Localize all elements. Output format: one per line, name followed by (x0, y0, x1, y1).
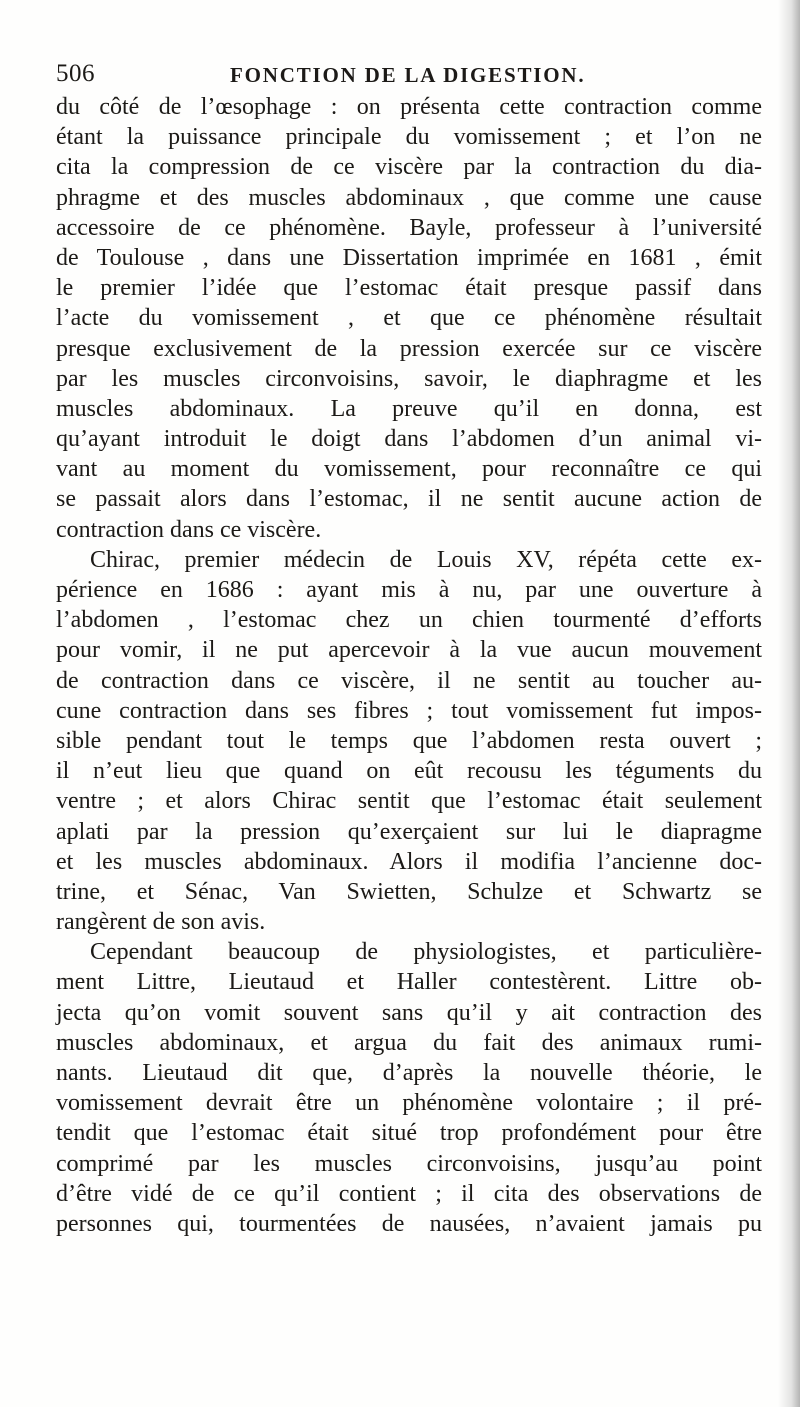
text-line: par les muscles circonvoisins, savoir, le diaphragme et les (56, 365, 762, 392)
text-line: rangèrent de son avis. (56, 909, 266, 936)
text-line: trine, et Sénac, Van Swietten, Schulze et Schwartz se (56, 878, 762, 905)
text-line: sible pendant tout le temps que l’abdomen resta ouvert ; (56, 727, 762, 754)
text-line: vant au moment du vomissement, pour reconnaître ce qui (56, 456, 762, 483)
text-line: muscles abdominaux, et argua du fait des animaux rumi- (56, 1029, 762, 1056)
text-line: Cependant beaucoup de physiologistes, et particulière- (90, 939, 762, 966)
text-line: personnes qui, tourmentées de nausées, n’avaient jamais pu (56, 1210, 762, 1237)
text-line: comprimé par les muscles circonvoisins, jusqu’au point (56, 1150, 762, 1177)
text-line: phragme et des muscles abdominaux , que comme une cause (56, 184, 762, 211)
body-text (56, 92, 762, 1239)
text-line: accessoire de ce phénomène. Bayle, professeur à l’université (56, 214, 762, 241)
text-line: cita la compression de ce viscère par la contraction du dia- (56, 154, 762, 181)
text-line: d’être vidé de ce qu’il contient ; il cita des observations de (56, 1180, 762, 1207)
text-line: vomissement devrait être un phénomène volontaire ; il pré- (56, 1090, 762, 1117)
text-line: qu’ayant introduit le doigt dans l’abdomen d’un animal vi- (56, 426, 762, 453)
text-line: de contraction dans ce viscère, il ne sentit au toucher au- (56, 667, 762, 694)
text-line: ventre ; et alors Chirac sentit que l’estomac était seulement (56, 788, 762, 815)
text-line: muscles abdominaux. La preuve qu’il en donna, est (56, 395, 762, 422)
text-line: le premier l’idée que l’estomac était presque passif dans (56, 275, 762, 302)
text-line: l’abdomen , l’estomac chez un chien tourmenté d’efforts (56, 607, 762, 634)
text-line: cune contraction dans ses fibres ; tout vomissement fut impos- (56, 697, 762, 724)
text-line: du côté de l’œsophage : on présenta cette contraction comme (56, 94, 762, 120)
text-line: aplati par la pression qu’exerçaient sur lui le diapragme (56, 818, 762, 845)
text-line: tendit que l’estomac était situé trop profondément pour être (56, 1120, 762, 1147)
text-line: pour vomir, il ne put apercevoir à la vue aucun mouvement (56, 637, 762, 664)
text-line: se passait alors dans l’estomac, il ne sentit aucune action de (56, 486, 762, 513)
text-line: Chirac, premier médecin de Louis XV, répéta cette ex- (90, 546, 762, 573)
text-line: de Toulouse , dans une Dissertation imprimée en 1681 , émit (56, 244, 762, 271)
text-line: périence en 1686 : ayant mis à nu, par une ouverture à (56, 577, 762, 603)
text-line: il n’eut lieu que quand on eût recousu les téguments du (56, 758, 762, 785)
page-number: 506 (56, 60, 95, 87)
text-line: jecta qu’on vomit souvent sans qu’il y ait contraction des (56, 999, 762, 1026)
text-line: étant la puissance principale du vomissement ; et l’on ne (56, 124, 762, 151)
text-line: contraction dans ce viscère. (56, 516, 322, 543)
text-line: nants. Lieutaud dit que, d’après la nouvelle théorie, le (56, 1060, 762, 1086)
text-line: presque exclusivement de la pression exercée sur ce viscère (56, 335, 762, 362)
running-head (56, 60, 756, 90)
page-edge-shadow (778, 0, 800, 1407)
running-title: FONCTION DE LA DIGESTION. (230, 63, 586, 87)
text-line: l’acte du vomissement , et que ce phénomène résultait (56, 305, 762, 332)
text-line: ment Littre, Lieutaud et Haller contestèrent. Littre ob- (56, 969, 762, 996)
text-line: et les muscles abdominaux. Alors il modifia l’ancienne doc- (56, 848, 762, 875)
